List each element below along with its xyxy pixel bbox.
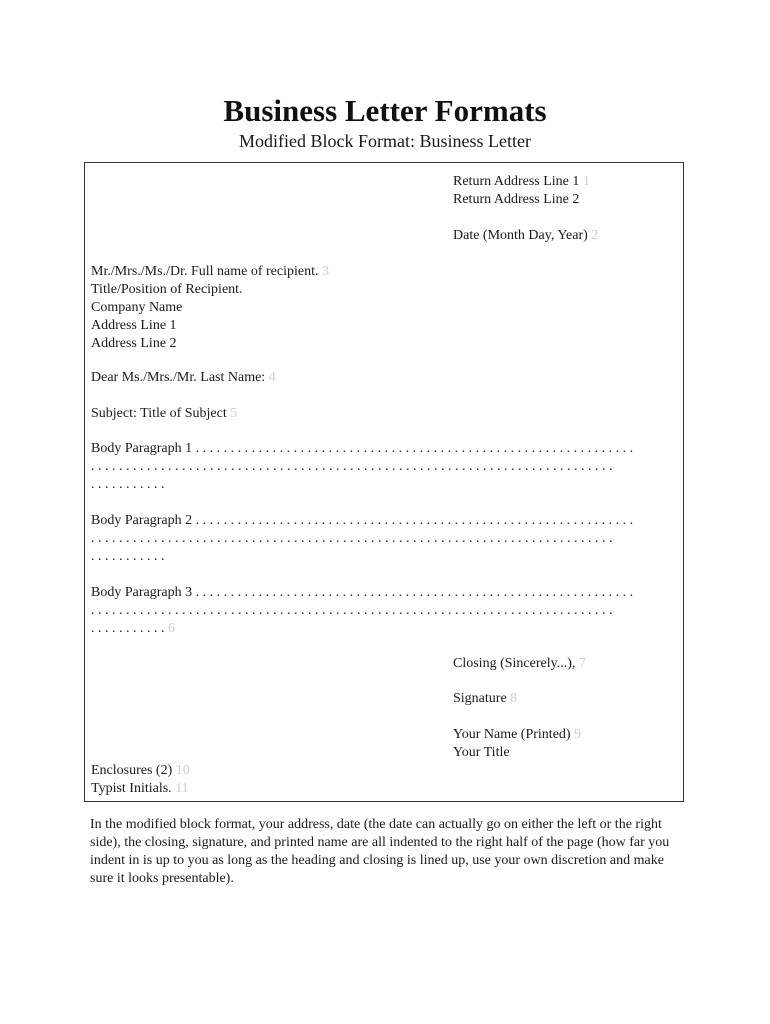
- page-subtitle: Modified Block Format: Business Letter: [239, 131, 531, 151]
- body-paragraph-3-label: Body Paragraph 3: [91, 585, 193, 600]
- return-address-line-2: Return Address Line 2: [453, 192, 580, 207]
- signature-line: [453, 690, 517, 708]
- body-paragraph-1-line-3: [91, 476, 677, 494]
- body-paragraph-2-dots-1: . . . . . . . . . . . . . . . . . . . . . . . . . . . . . . . . . . . . . . . . . . . . . . . . . . . . . . . . . . . . . . .: [195, 513, 634, 528]
- step-marker-9: 9: [574, 727, 582, 742]
- date-line: [453, 227, 598, 245]
- page-title: Business Letter Formats: [223, 93, 547, 128]
- subject-text: Subject: Title of Subject: [91, 406, 227, 421]
- step-marker-10: 10: [175, 763, 190, 778]
- body-paragraph-1-label: Body Paragraph 1: [91, 441, 193, 456]
- return-address-block: [453, 173, 590, 209]
- body-paragraph-3-line-2: . . . . . . . . . . . . . . . . . . . . . . . . . . . . . . . . . . . . . . . . . . . . . . . . . . . . . . . . . . . . . . . . . . . . . . . . . . .: [91, 603, 613, 618]
- typist-initials-text: Typist Initials.: [91, 781, 172, 796]
- step-marker-3: 3: [321, 264, 329, 279]
- closing-line: [453, 655, 586, 673]
- step-marker-2: 2: [591, 228, 599, 243]
- signature-text: Signature: [453, 691, 507, 706]
- body-paragraph-2-dots-3: . . . . . . . . . . .: [91, 549, 165, 564]
- date-text: Date (Month Day, Year): [453, 228, 588, 243]
- return-address-line-1: [453, 173, 590, 191]
- body-paragraph-1-line-1: [91, 440, 677, 458]
- body-paragraph-2-line-2: . . . . . . . . . . . . . . . . . . . . . . . . . . . . . . . . . . . . . . . . . . . . . . . . . . . . . . . . . . . . . . . . . . . . . . . . . . .: [91, 531, 613, 546]
- step-marker-4: 4: [268, 370, 276, 385]
- body-paragraph-1-dots-1: . . . . . . . . . . . . . . . . . . . . . . . . . . . . . . . . . . . . . . . . . . . . . . . . . . . . . . . . . . . . . . .: [195, 441, 634, 456]
- recipient-title: Title/Position of Recipient.: [91, 282, 243, 297]
- body-paragraph-3-dots-3: . . . . . . . . . . .: [91, 621, 165, 636]
- address-line-1: Address Line 1: [91, 318, 177, 333]
- company-name: Company Name: [91, 300, 183, 315]
- body-paragraph-1-line-2: . . . . . . . . . . . . . . . . . . . . . . . . . . . . . . . . . . . . . . . . . . . . . . . . . . . . . . . . . . . . . . . . . . . . . . . . . . .: [91, 459, 613, 474]
- body-paragraph-2-line-1: [91, 512, 677, 530]
- step-marker-6: 6: [168, 621, 175, 636]
- body-paragraph-2-line-3: [91, 548, 677, 566]
- step-marker-11: 11: [175, 781, 189, 796]
- step-marker-8: 8: [510, 691, 518, 706]
- return-address-line-1-text: Return Address Line 1: [453, 174, 580, 189]
- step-marker-7: 7: [578, 656, 586, 671]
- recipient-block: [91, 263, 329, 353]
- printed-name-text: Your Name (Printed): [453, 727, 571, 742]
- salutation-text: Dear Ms./Mrs./Mr. Last Name:: [91, 370, 266, 385]
- body-paragraph-3-line-1: [91, 584, 677, 602]
- body-paragraph-3-line-3: [91, 620, 677, 638]
- typist-initials-line: [91, 780, 190, 798]
- step-marker-5: 5: [230, 406, 238, 421]
- letter-template-box: [84, 162, 684, 802]
- body-paragraph-2-label: Body Paragraph 2: [91, 513, 193, 528]
- recipient-name-text: Mr./Mrs./Ms./Dr. Full name of recipient.: [91, 264, 319, 279]
- your-title: Your Title: [453, 745, 510, 760]
- enclosures-block: [91, 762, 190, 798]
- format-explanation: In the modified block format, your address, date (the date can actually go on either the left or the right side), the closing, signature, and printed name are all indented to the right half of the page (how far you indent in is up to you as long as the heading and closing is lined up, use your own discretion and make sure it looks presentable).: [90, 817, 670, 886]
- printed-name-block: [453, 726, 581, 762]
- printed-name-line: [453, 726, 581, 744]
- salutation-line: [91, 369, 276, 387]
- enclosures-text: Enclosures (2): [91, 763, 173, 778]
- closing-text: Closing (Sincerely...),: [453, 656, 576, 671]
- recipient-name-line: [91, 263, 329, 281]
- body-paragraph-1-dots-3: . . . . . . . . . . .: [91, 477, 165, 492]
- enclosures-line: [91, 762, 190, 780]
- body-paragraph-3-dots-1: . . . . . . . . . . . . . . . . . . . . . . . . . . . . . . . . . . . . . . . . . . . . . . . . . . . . . . . . . . . . . . .: [195, 585, 634, 600]
- subject-line: [91, 405, 237, 423]
- address-line-2: Address Line 2: [91, 336, 177, 351]
- step-marker-1: 1: [582, 174, 590, 189]
